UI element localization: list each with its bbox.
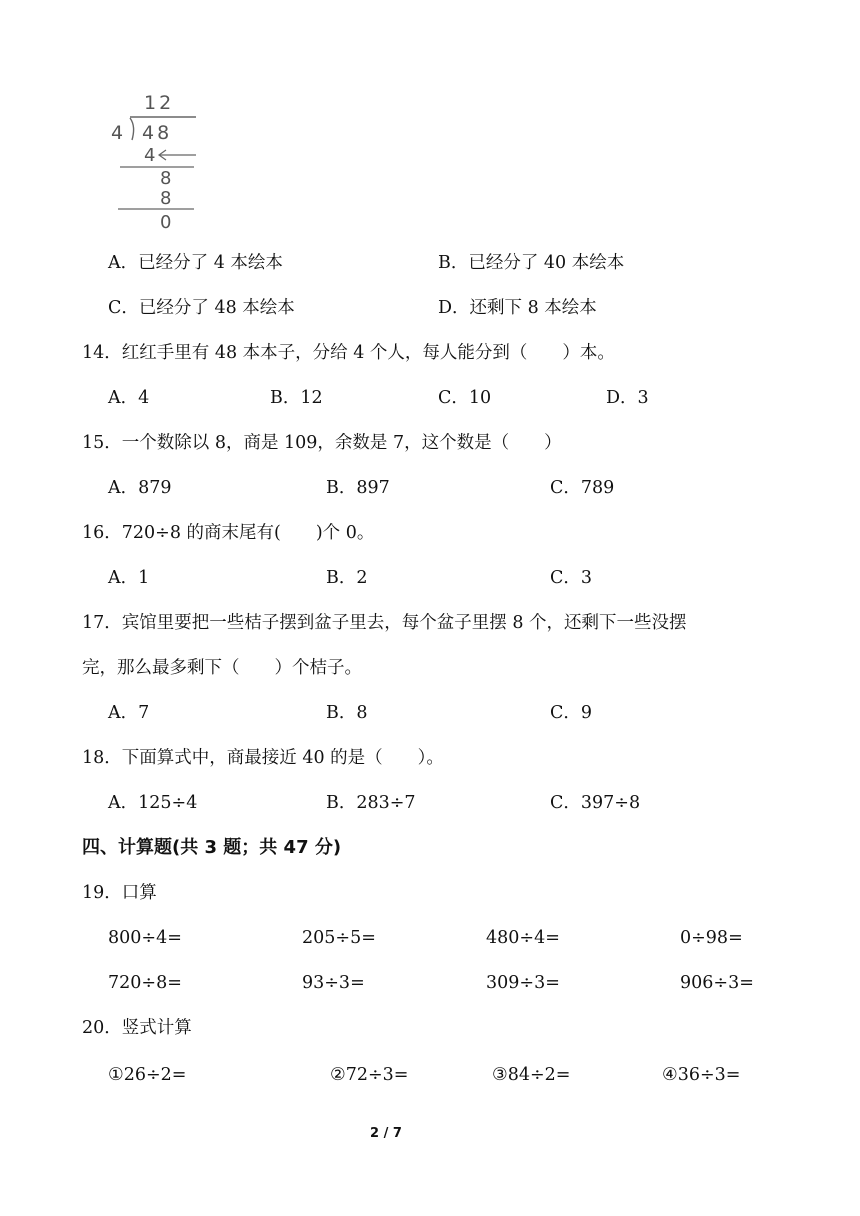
q16-option-c: C．3 bbox=[550, 568, 593, 588]
q15-option-c: C．789 bbox=[550, 478, 615, 498]
q13-option-c: C．已经分了 48 本绘本 bbox=[108, 298, 295, 318]
q19-item: 309÷3= bbox=[486, 973, 560, 993]
q20-item-3: ③84÷2= bbox=[492, 1065, 571, 1085]
q14-option-a: A．4 bbox=[108, 388, 150, 408]
q18-option-c: C．397÷8 bbox=[550, 793, 641, 813]
q17-option-a: A．7 bbox=[108, 703, 150, 723]
q15-question: 15．一个数除以 8，商是 109，余数是 7，这个数是（ ） bbox=[82, 433, 562, 453]
q17-question-line2: 完，那么最多剩下（ ）个桔子。 bbox=[82, 658, 362, 678]
division-quotient: 12 bbox=[144, 92, 175, 114]
q14-option-d: D．3 bbox=[606, 388, 649, 408]
q19-item: 906÷3= bbox=[680, 973, 754, 993]
q18-option-a: A．125÷4 bbox=[108, 793, 198, 813]
q15-option-a: A．879 bbox=[108, 478, 172, 498]
division-dividend: 48 bbox=[142, 122, 173, 144]
q19-item: 480÷4= bbox=[486, 928, 560, 948]
q18-question: 18．下面算式中，商最接近 40 的是（ ）。 bbox=[82, 748, 444, 768]
division-remainder: 0 bbox=[160, 212, 172, 233]
division-step1: 4 bbox=[144, 145, 156, 166]
q20-item-2: ②72÷3= bbox=[330, 1065, 409, 1085]
q17-option-b: B．8 bbox=[326, 703, 368, 723]
q16-option-a: A．1 bbox=[108, 568, 150, 588]
q13-option-d: D．还剩下 8 本绘本 bbox=[438, 298, 597, 318]
q16-question: 16．720÷8 的商末尾有( )个 0。 bbox=[82, 523, 375, 543]
page-number: 2 / 7 bbox=[370, 1126, 402, 1141]
division-bracket bbox=[130, 118, 134, 140]
section-heading: 四、计算题(共 3 题；共 47 分) bbox=[82, 837, 342, 858]
q15-option-b: B．897 bbox=[326, 478, 390, 498]
q19-item: 0÷98= bbox=[680, 928, 743, 948]
q20-item-4: ④36÷3= bbox=[662, 1065, 741, 1085]
long-division-figure bbox=[108, 88, 208, 234]
q13-option-a: A．已经分了 4 本绘本 bbox=[108, 253, 283, 273]
q14-option-b: B．12 bbox=[270, 388, 323, 408]
q19-item: 93÷3= bbox=[302, 973, 365, 993]
q18-option-b: B．283÷7 bbox=[326, 793, 416, 813]
division-step2: 8 bbox=[160, 168, 172, 189]
q17-question-line1: 17．宾馆里要把一些桔子摆到盆子里去，每个盆子里摆 8 个，还剩下一些没摆 bbox=[82, 613, 687, 633]
q16-option-b: B．2 bbox=[326, 568, 368, 588]
q14-option-c: C．10 bbox=[438, 388, 492, 408]
division-step3: 8 bbox=[160, 188, 172, 209]
q13-option-b: B．已经分了 40 本绘本 bbox=[438, 253, 625, 273]
q19-item: 800÷4= bbox=[108, 928, 182, 948]
q20-item-1: ①26÷2= bbox=[108, 1065, 187, 1085]
q14-question: 14．红红手里有 48 本本子，分给 4 个人，每人能分到（ ）本。 bbox=[82, 343, 615, 363]
q19-item: 205÷5= bbox=[302, 928, 376, 948]
q19-item: 720÷8= bbox=[108, 973, 182, 993]
division-divisor: 4 bbox=[111, 122, 124, 144]
q17-option-c: C．9 bbox=[550, 703, 593, 723]
q19-question: 19．口算 bbox=[82, 883, 157, 903]
q20-question: 20．竖式计算 bbox=[82, 1018, 192, 1038]
